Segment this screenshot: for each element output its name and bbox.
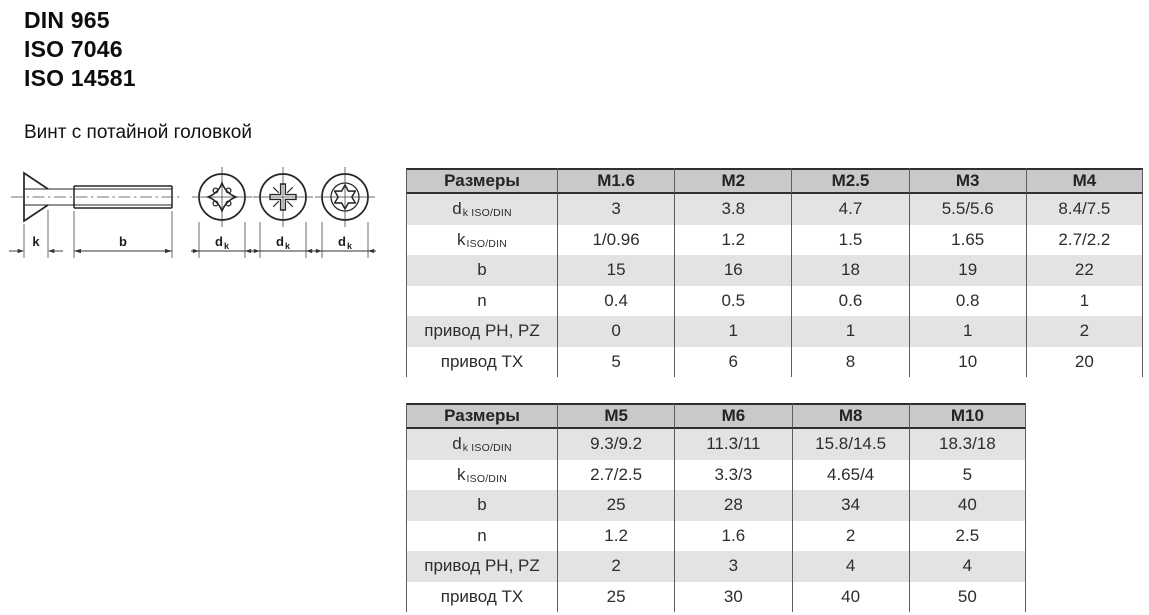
row-label — [406, 194, 557, 225]
value-cell-text: 19 — [958, 260, 978, 280]
value-cell — [909, 286, 1026, 317]
value-cell — [792, 490, 909, 521]
value-cell-text: 2 — [845, 525, 856, 545]
table-header-label — [406, 403, 557, 429]
value-cell-text: 4.65/4 — [826, 464, 875, 484]
row-label — [406, 582, 557, 613]
value-cell — [909, 429, 1026, 460]
value-cell-text: 1.6 — [721, 525, 746, 545]
row-label-text: b — [477, 260, 487, 280]
table-header-label-text: Размеры — [444, 171, 520, 190]
value-cell-text: 8.4/7.5 — [1058, 199, 1111, 219]
value-cell-text: 3.8 — [721, 199, 746, 219]
value-cell-text: 22 — [1074, 260, 1094, 280]
value-cell — [1026, 194, 1143, 225]
size-column-header-text: M4 — [1072, 171, 1097, 190]
row-label-text: d — [452, 434, 462, 454]
value-cell — [792, 551, 909, 582]
value-cell — [557, 490, 674, 521]
product-title: Винт с потайной головкой — [24, 122, 252, 143]
dimension-label-dk-sub: k — [347, 241, 353, 251]
value-cell-text: 10 — [958, 351, 978, 371]
dimensions-table-m1.6-m4 — [406, 168, 1143, 377]
size-column-header — [909, 403, 1026, 429]
value-cell — [909, 316, 1026, 347]
row-label — [406, 286, 557, 317]
value-cell-text: 30 — [723, 586, 743, 606]
value-cell — [674, 429, 791, 460]
value-cell — [792, 429, 909, 460]
row-label — [406, 347, 557, 378]
value-cell — [791, 225, 908, 256]
value-cell-text: 20 — [1074, 351, 1094, 371]
size-column-header — [792, 403, 909, 429]
value-cell — [909, 551, 1026, 582]
value-cell — [674, 316, 791, 347]
size-column-header-text: M6 — [721, 406, 746, 425]
value-cell — [557, 582, 674, 613]
value-cell-text: 1 — [962, 321, 973, 341]
value-cell-text: 6 — [728, 351, 739, 371]
row-label-text: привод TX — [440, 586, 524, 606]
row-label-text: k — [457, 464, 466, 484]
value-cell-text: 1.2 — [604, 525, 628, 545]
value-cell-text: 34 — [841, 495, 861, 515]
row-label-subscript: k ISO/DIN — [462, 442, 512, 455]
value-cell-text: 3 — [611, 199, 621, 219]
row-label-text: привод PH, PZ — [424, 556, 540, 576]
size-column-header — [557, 403, 674, 429]
value-cell — [1026, 316, 1143, 347]
value-cell — [557, 347, 674, 378]
size-column-header — [909, 168, 1026, 194]
row-label — [406, 460, 557, 491]
value-cell-text: 9.3/9.2 — [590, 434, 643, 454]
value-cell — [909, 347, 1026, 378]
standard-din: DIN 965 — [24, 7, 110, 33]
value-cell-text: 1.5 — [838, 229, 863, 249]
dimension-label-dk: d — [338, 234, 346, 249]
standard-iso-7046: ISO 7046 — [24, 36, 123, 62]
value-cell-text: 2.7/2.2 — [1058, 229, 1111, 249]
value-cell — [909, 582, 1026, 613]
value-cell — [557, 194, 674, 225]
value-cell — [674, 490, 791, 521]
technical-drawing — [5, 162, 397, 282]
size-column-header-text: M10 — [950, 406, 984, 425]
value-cell — [557, 286, 674, 317]
row-label — [406, 225, 557, 256]
value-cell — [557, 460, 674, 491]
row-label-text: n — [477, 290, 487, 310]
value-cell — [791, 194, 908, 225]
row-label — [406, 316, 557, 347]
value-cell-text: 4.7 — [838, 199, 863, 219]
value-cell-text: 5 — [962, 464, 973, 484]
value-cell — [909, 460, 1026, 491]
value-cell — [791, 347, 908, 378]
row-label-subscript: ISO/DIN — [466, 472, 507, 485]
size-column-header — [791, 168, 908, 194]
value-cell-text: 1 — [1079, 290, 1090, 310]
standard-iso-14581: ISO 14581 — [24, 65, 136, 91]
value-cell — [674, 521, 791, 552]
row-label-text: привод PH, PZ — [424, 321, 540, 341]
value-cell — [792, 582, 909, 613]
size-column-header — [674, 403, 791, 429]
value-cell — [909, 194, 1026, 225]
value-cell-text: 2 — [1079, 321, 1090, 341]
value-cell-text: 11.3/11 — [706, 434, 761, 454]
phillips-recess-icon — [191, 167, 253, 258]
value-cell-text: 8 — [845, 351, 856, 371]
value-cell-text: 4 — [845, 556, 856, 576]
value-cell-text: 16 — [723, 260, 743, 280]
row-label — [406, 490, 557, 521]
row-label-subscript: ISO/DIN — [466, 237, 507, 250]
value-cell-text: 2.5 — [955, 525, 980, 545]
dimension-label-dk: d — [215, 234, 223, 249]
size-column-header — [674, 168, 791, 194]
value-cell — [557, 429, 674, 460]
value-cell — [909, 225, 1026, 256]
row-label-text: b — [477, 495, 487, 515]
dimension-label-k: k — [32, 234, 40, 249]
value-cell — [557, 225, 674, 256]
pozidriv-recess-icon — [252, 167, 314, 258]
row-label-text: привод TX — [440, 351, 524, 371]
value-cell — [1026, 255, 1143, 286]
value-cell — [674, 194, 791, 225]
value-cell — [674, 347, 791, 378]
value-cell — [557, 551, 674, 582]
value-cell-text: 1/0.96 — [592, 229, 640, 249]
torx-recess-icon — [314, 167, 376, 258]
size-column-header-text: M2.5 — [831, 171, 870, 190]
size-column-header-text: M5 — [604, 406, 628, 425]
row-label — [406, 429, 557, 460]
value-cell-text: 15.8/14.5 — [815, 434, 887, 454]
value-cell-text: 0.6 — [838, 290, 863, 310]
value-cell — [909, 490, 1026, 521]
value-cell — [1026, 347, 1143, 378]
value-cell-text: 0.4 — [604, 290, 628, 310]
value-cell — [674, 582, 791, 613]
value-cell — [674, 460, 791, 491]
value-cell-text: 1.65 — [951, 229, 985, 249]
value-cell-text: 4 — [962, 556, 973, 576]
value-cell-text: 0.8 — [955, 290, 980, 310]
dimension-label-dk-sub: k — [224, 241, 230, 251]
value-cell — [674, 286, 791, 317]
table-header-label — [406, 168, 557, 194]
size-column-header-text: M3 — [955, 171, 980, 190]
value-cell-text: 25 — [606, 586, 626, 606]
value-cell-text: 50 — [957, 586, 977, 606]
value-cell — [792, 521, 909, 552]
size-column-header — [557, 168, 674, 194]
row-label-text: k — [457, 229, 466, 249]
value-cell — [1026, 286, 1143, 317]
value-cell-text: 5 — [611, 351, 621, 371]
value-cell — [1026, 225, 1143, 256]
value-cell-text: 40 — [841, 586, 861, 606]
value-cell — [792, 460, 909, 491]
value-cell-text: 5.5/5.6 — [941, 199, 994, 219]
size-column-header — [1026, 168, 1143, 194]
value-cell — [674, 551, 791, 582]
dimension-label-dk: d — [276, 234, 284, 249]
value-cell-text: 0.5 — [721, 290, 746, 310]
row-label — [406, 551, 557, 582]
value-cell-text: 3 — [728, 556, 739, 576]
value-cell-text: 28 — [723, 495, 743, 515]
value-cell — [557, 316, 674, 347]
value-cell — [791, 286, 908, 317]
screw-side-view-icon — [9, 173, 182, 258]
size-column-header-text: M8 — [838, 406, 863, 425]
value-cell-text: 0 — [611, 321, 621, 341]
dimensions-table-m5-m10 — [406, 403, 1026, 612]
row-label-subscript: k ISO/DIN — [462, 207, 512, 220]
value-cell-text: 2.7/2.5 — [590, 464, 643, 484]
value-cell-text: 1 — [845, 321, 856, 341]
size-column-header-text: M1.6 — [597, 171, 635, 190]
row-label — [406, 255, 557, 286]
value-cell — [791, 255, 908, 286]
value-cell-text: 1.2 — [721, 229, 746, 249]
value-cell-text: 40 — [957, 495, 977, 515]
value-cell-text: 18 — [841, 260, 860, 280]
row-label — [406, 521, 557, 552]
value-cell-text: 2 — [611, 556, 621, 576]
value-cell — [674, 225, 791, 256]
value-cell-text: 1 — [728, 321, 739, 341]
table-header-label-text: Размеры — [444, 406, 520, 425]
row-label-text: d — [452, 199, 462, 219]
dimension-label-dk-sub: k — [285, 241, 291, 251]
value-cell — [674, 255, 791, 286]
value-cell-text: 3.3/3 — [714, 464, 753, 484]
value-cell — [909, 521, 1026, 552]
value-cell — [557, 255, 674, 286]
standards-block — [24, 6, 136, 93]
value-cell — [557, 521, 674, 552]
size-column-header-text: M2 — [721, 171, 746, 190]
value-cell — [791, 316, 908, 347]
row-label-text: n — [477, 525, 487, 545]
dimension-label-b: b — [119, 234, 127, 249]
value-cell-text: 18.3/18 — [939, 434, 996, 454]
value-cell-text: 25 — [606, 495, 626, 515]
value-cell — [909, 255, 1026, 286]
value-cell-text: 15 — [606, 260, 626, 280]
